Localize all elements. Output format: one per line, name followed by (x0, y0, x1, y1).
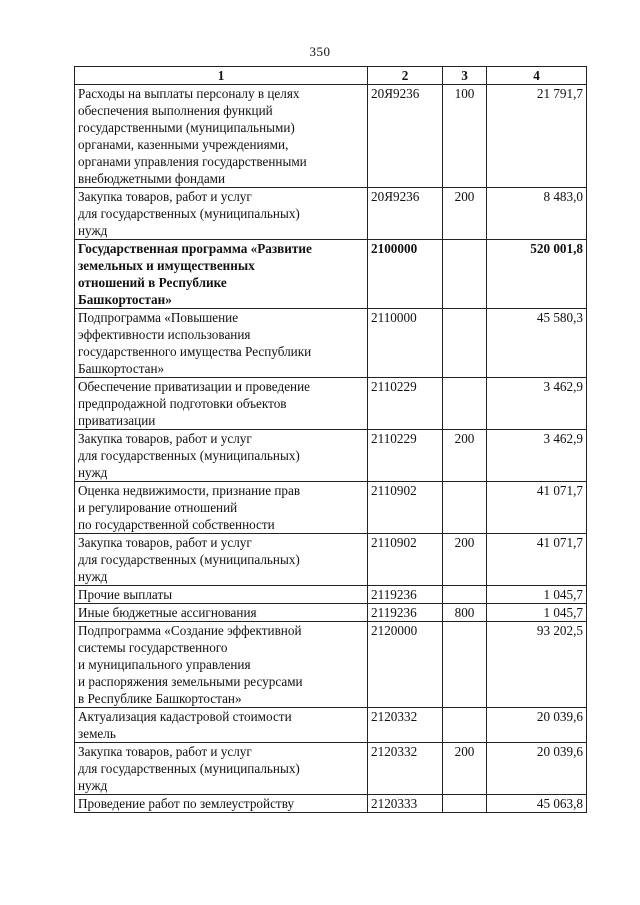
table-row (75, 604, 587, 622)
row-expense-type: 200 (443, 188, 487, 240)
row-name: Актуализация кадастровой стоимости земель (75, 708, 368, 743)
table-row (75, 85, 587, 188)
header-col-name: 1 (75, 67, 368, 85)
row-code: 2110229 (368, 430, 443, 482)
row-sum: 3 462,9 (487, 378, 587, 430)
row-expense-type: 200 (443, 743, 487, 795)
row-expense-type (443, 622, 487, 708)
row-code: 2110902 (368, 482, 443, 534)
row-sum: 3 462,9 (487, 430, 587, 482)
budget-table (74, 66, 587, 813)
row-expense-type (443, 240, 487, 309)
row-sum: 520 001,8 (487, 240, 587, 309)
row-name: Оценка недвижимости, признание прав и регулирование отношений по государственной собственности (75, 482, 368, 534)
row-sum: 20 039,6 (487, 708, 587, 743)
header-col-code: 2 (368, 67, 443, 85)
table-row (75, 708, 587, 743)
row-expense-type (443, 586, 487, 604)
row-name: Подпрограмма «Повышение эффективности использования государственного имущества Республики Башкортостан» (75, 309, 368, 378)
row-sum: 41 071,7 (487, 482, 587, 534)
row-name: Государственная программа «Развитие земельных и имущественных отношений в Республике Башкортостан» (75, 240, 368, 309)
row-expense-type: 200 (443, 534, 487, 586)
row-code: 2120333 (368, 795, 443, 813)
row-name: Закупка товаров, работ и услуг для государственных (муниципальных) нужд (75, 743, 368, 795)
header-col-sum: 4 (487, 67, 587, 85)
row-expense-type: 200 (443, 430, 487, 482)
row-name: Иные бюджетные ассигнования (75, 604, 368, 622)
table-row (75, 482, 587, 534)
row-expense-type (443, 378, 487, 430)
row-name: Закупка товаров, работ и услуг для государственных (муниципальных) нужд (75, 534, 368, 586)
row-name: Закупка товаров, работ и услуг для государственных (муниципальных) нужд (75, 188, 368, 240)
row-sum: 41 071,7 (487, 534, 587, 586)
table-row (75, 309, 587, 378)
table-row (75, 534, 587, 586)
row-expense-type (443, 795, 487, 813)
table-row (75, 586, 587, 604)
table-row (75, 240, 587, 309)
row-code: 2119236 (368, 604, 443, 622)
row-code: 2120000 (368, 622, 443, 708)
table-row (75, 378, 587, 430)
row-sum: 1 045,7 (487, 586, 587, 604)
table-header-row (75, 67, 587, 85)
row-name: Проведение работ по землеустройству (75, 795, 368, 813)
row-sum: 21 791,7 (487, 85, 587, 188)
row-code: 2110000 (368, 309, 443, 378)
row-name: Прочие выплаты (75, 586, 368, 604)
row-sum: 8 483,0 (487, 188, 587, 240)
row-code: 2120332 (368, 708, 443, 743)
row-expense-type (443, 309, 487, 378)
table-row (75, 430, 587, 482)
row-code: 20Я9236 (368, 85, 443, 188)
row-name: Подпрограмма «Создание эффективной системы государственного и муниципального управления и распоряжения земельными ресурсами в Республике Башкортостан» (75, 622, 368, 708)
row-expense-type: 100 (443, 85, 487, 188)
row-code: 2110902 (368, 534, 443, 586)
row-sum: 93 202,5 (487, 622, 587, 708)
row-expense-type: 800 (443, 604, 487, 622)
table-row (75, 743, 587, 795)
row-name: Закупка товаров, работ и услуг для государственных (муниципальных) нужд (75, 430, 368, 482)
row-sum: 45 580,3 (487, 309, 587, 378)
row-name: Расходы на выплаты персоналу в целях обеспечения выполнения функций государственными (муниципальными) органами, казенными учреждениями, органами управления государственными внебюджетными фондами (75, 85, 368, 188)
header-col-type: 3 (443, 67, 487, 85)
row-code: 2110229 (368, 378, 443, 430)
row-code: 2119236 (368, 586, 443, 604)
table-row (75, 622, 587, 708)
row-code: 2100000 (368, 240, 443, 309)
row-code: 20Я9236 (368, 188, 443, 240)
row-expense-type (443, 708, 487, 743)
row-name: Обеспечение приватизации и проведение предпродажной подготовки объектов приватизации (75, 378, 368, 430)
budget-table-body (75, 67, 587, 813)
row-sum: 20 039,6 (487, 743, 587, 795)
row-sum: 45 063,8 (487, 795, 587, 813)
page-number: 350 (309, 44, 331, 59)
row-sum: 1 045,7 (487, 604, 587, 622)
table-row (75, 188, 587, 240)
row-code: 2120332 (368, 743, 443, 795)
table-row (75, 795, 587, 813)
row-expense-type (443, 482, 487, 534)
